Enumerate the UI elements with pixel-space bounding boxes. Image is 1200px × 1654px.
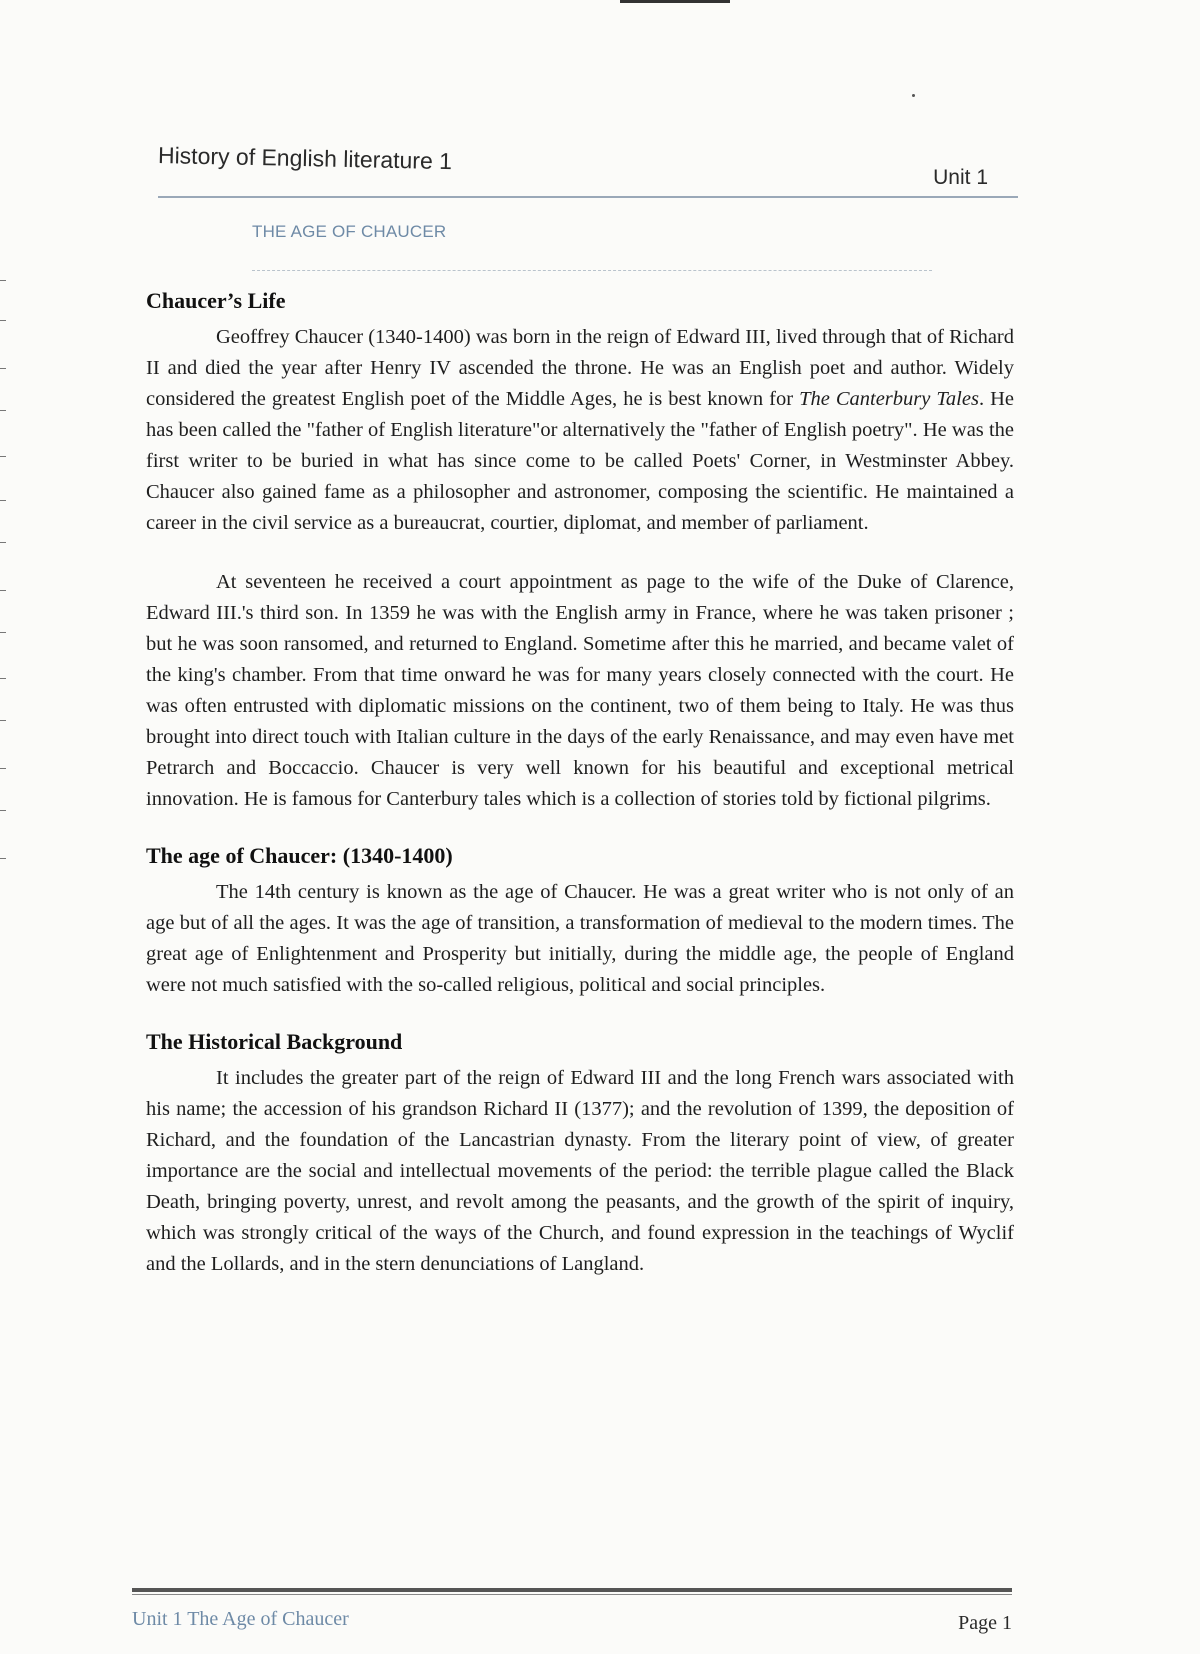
footer-rule-thin [132, 1594, 1012, 1595]
section-chaucers-life [146, 288, 1014, 815]
section-heading: The Historical Background [146, 1029, 403, 1054]
page-number: Page 1 [958, 1612, 1012, 1634]
paragraph: Geoffrey Chaucer (1340-1400) was born in the reign of Edward III, lived through that of Richard II and died the year after Henry IV ascended the throne. He was an English poet and author. Widely considered the greatest English poet of the Middle Ages, he is best known for The Canterbury Tales. He has been called the "father of English literature"or alternatively the "father of English poetry". He was the first writer to be buried in what has since come to be called Poets' Corner, in Westminster Abbey. Chaucer also gained fame as a philosopher and astronomer, composing the scientific. He maintained a career in the civil service as a bureaucrat, courtier, diplomat, and member of parliament. [146, 326, 1014, 534]
document-body [146, 288, 1014, 1280]
paragraph: At seventeen he received a court appointment as page to the wife of the Duke of Clarence, Edward III.'s third son. In 1359 he was with the English army in France, where he was taken prisoner ; but he was soon ransomed, and returned to England. Sometime after this he married, and became valet of the king's chamber. From that time onward he was for many years closely connected with the court. He was often entrusted with diplomatic missions on the continent, two of them being to Italy. He was thus brought into direct touch with Italian culture in the days of the early Renaissance, and may even have met Petrarch and Boccaccio. Chaucer is very well known for his beautiful and exceptional metrical innovation. He is famous for Canterbury tales which is a collection of stories told by fictional pilgrims. [146, 571, 1014, 810]
unit-label: Unit 1 [933, 166, 988, 189]
scan-speck [912, 94, 915, 97]
section-historical-background [146, 1029, 1014, 1280]
header-rule [158, 196, 1018, 198]
chapter-rule [252, 270, 932, 272]
paragraph: The 14th century is known as the age of Chaucer. He was a great writer who is not only of an age but of all the ages. It was the age of transition, a transformation of medieval to the modern times. The great age of Enlightenment and Prosperity but initially, during the middle age, the people of England were not much satisfied with the so-called religious, political and social principles. [146, 881, 1014, 996]
page-footer [132, 1588, 1012, 1642]
footer-unit-title: Unit 1 The Age of Chaucer [132, 1608, 349, 1630]
running-header [158, 138, 1018, 202]
section-heading: The age of Chaucer: (1340-1400) [146, 843, 453, 868]
book-title: The Canterbury Tales [799, 388, 979, 410]
paragraph: It includes the greater part of the reign of Edward III and the long French wars associated with his name; the accession of his grandson Richard II (1377); and the revolution of 1399, the deposition of Richard, and the foundation of the Lancastrian dynasty. From the literary point of view, of greater importance are the social and intellectual movements of the period: the terrible plague called the Black Death, bringing poverty, unrest, and revolt among the peasants, and the growth of the spirit of inquiry, which was strongly critical of the ways of the Church, and found expression in the teachings of Wyclif and the Lollards, and in the stern denunciations of Langland. [146, 1067, 1014, 1275]
margin-marks [0, 280, 8, 880]
course-title: History of English literature 1 [157, 142, 453, 175]
scan-edge-mark [620, 0, 730, 3]
footer-rule [132, 1588, 1012, 1592]
section-heading: Chaucer’s Life [146, 288, 286, 313]
section-age-of-chaucer [146, 843, 1014, 1001]
chapter-title: THE AGE OF CHAUCER [252, 222, 447, 241]
